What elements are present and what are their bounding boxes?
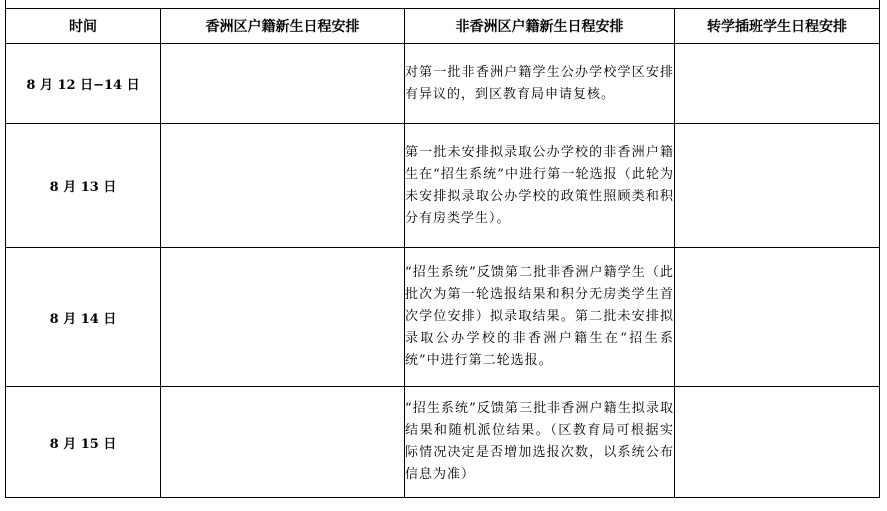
row-date: 8 月 13 日: [6, 124, 161, 248]
xiangzhou-cell: [161, 248, 405, 387]
table-header-row: [6, 9, 880, 44]
transfer-cell: [675, 44, 880, 124]
row-date: 8 月 12 日−14 日: [6, 44, 161, 124]
table-row: [6, 248, 880, 387]
header-transfer-schedule: 转学插班学生日程安排: [675, 9, 880, 44]
xiangzhou-cell: [161, 124, 405, 248]
transfer-cell: [675, 124, 880, 248]
previous-row-edge: [0, 0, 887, 8]
enrollment-schedule-table: [5, 8, 880, 498]
border-tick-right: [879, 0, 880, 8]
non-xiangzhou-cell: 对第一批非香洲户籍学生公办学校学区安排有异议的，到区教育局申请复核。: [405, 44, 675, 124]
table-row: [6, 387, 880, 498]
non-xiangzhou-cell: 第一批未安排拟录取公办学校的非香洲户籍生在“招生系统”中进行第一轮选报（此轮为未安排拟录取公办学校的政策性照顾类和积分有房类学生）。: [405, 124, 675, 248]
xiangzhou-cell: [161, 44, 405, 124]
xiangzhou-cell: [161, 387, 405, 498]
transfer-cell: [675, 387, 880, 498]
table-row: [6, 124, 880, 248]
header-time: 时间: [6, 9, 161, 44]
header-non-xiangzhou-schedule: 非香洲区户籍新生日程安排: [405, 9, 675, 44]
table-row: [6, 44, 880, 124]
header-xiangzhou-schedule: 香洲区户籍新生日程安排: [161, 9, 405, 44]
border-tick-left: [5, 0, 6, 8]
row-date: 8 月 15 日: [6, 387, 161, 498]
transfer-cell: [675, 248, 880, 387]
row-date: 8 月 14 日: [6, 248, 161, 387]
non-xiangzhou-cell: “招生系统”反馈第三批非香洲户籍生拟录取结果和随机派位结果。（区教育局可根据实际情况决定是否增加选报次数，以系统公布信息为准）: [405, 387, 675, 498]
non-xiangzhou-cell: “招生系统”反馈第二批非香洲户籍学生（此批次为第一轮选报结果和积分无房类学生首次学位安排）拟录取结果。第二批未安排拟录取公办学校的非香洲户籍生在“招生系统”中进行第二轮选报。: [405, 248, 675, 387]
